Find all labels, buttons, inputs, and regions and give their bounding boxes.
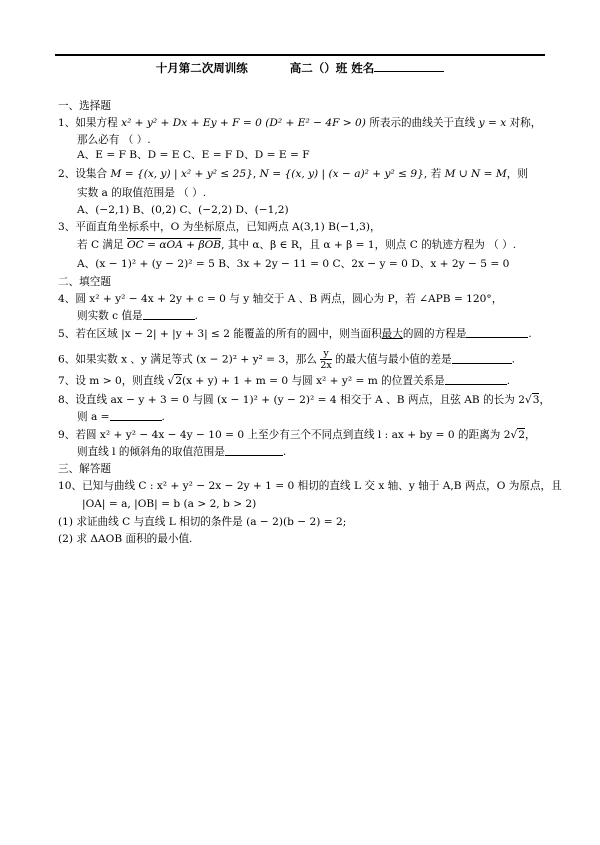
- header-rule: [55, 54, 545, 56]
- q6-dot: .: [511, 353, 515, 366]
- q8-answer-blank[interactable]: [110, 410, 162, 421]
- name-label: 姓名: [351, 61, 375, 75]
- q3-options: A、(x − 1)² + (y − 2)² = 5 B、3x + 2y − 11 = 0 C、2x − y = 0 D、x + 2y − 5 = 0: [77, 258, 510, 270]
- q5-answer-blank[interactable]: [466, 327, 528, 338]
- question-3: [58, 220, 381, 234]
- q8-number: 8、: [58, 394, 76, 406]
- q8-text-b: ，: [539, 394, 551, 406]
- q2-options: A、(−2,1) B、(0,2) C、(−2,2) D、(−1,2): [77, 204, 289, 216]
- q5-emphasis: 最大: [381, 328, 403, 340]
- q1-number: 1、: [58, 117, 76, 129]
- q8-sqrt: 3: [532, 394, 540, 406]
- q9-text-b: ，: [525, 429, 536, 441]
- q5-text-b: 的圆的方程是: [402, 328, 467, 340]
- class-label: 高二（）班: [289, 61, 348, 75]
- q1-text-b: 所表示的曲线关于直线: [369, 117, 476, 129]
- question-6: [58, 348, 515, 371]
- q8-line2: [77, 410, 165, 424]
- q7-answer-blank[interactable]: [445, 374, 507, 385]
- question-10: [58, 479, 562, 493]
- q9-line2-text: 则直线 l 的倾斜角的取值范围是: [77, 446, 225, 458]
- q6-number: 6、: [58, 353, 76, 366]
- q6-fraction-denominator: 2x: [320, 360, 332, 371]
- q10-number: 10、: [58, 480, 83, 492]
- section-answer-heading: 三、解答题: [58, 463, 111, 475]
- q3-vector-equation: OC = αOA + βOB: [127, 239, 222, 251]
- q2-text-c: ，则: [506, 168, 528, 180]
- q2-text-b: 若: [430, 168, 442, 180]
- q6-fraction: [320, 348, 331, 371]
- q3-line2-a: 若 C 满足: [77, 239, 124, 251]
- q7-text-b: (x + y) + 1 + m = 0 与圆 x² + y² = m 的位置关系是: [181, 375, 445, 387]
- q9-line2: [77, 445, 286, 459]
- page-title: 十月第二次周训练: [155, 61, 248, 75]
- q10-part2: (2) 求 ΔAOB 面积的最小值.: [58, 533, 193, 545]
- q3-line2-b: , 其中 α、β ∈ R，且 α + β = 1，则点 C 的轨迹方程为 （ ）.: [221, 239, 517, 251]
- q8-dot: .: [161, 411, 165, 423]
- q4-line2: [77, 309, 198, 323]
- q5-number: 5、: [58, 328, 76, 340]
- q9-answer-blank[interactable]: [225, 445, 283, 456]
- q2-set-n: N = {(x, y) | (x − a)² + y² ≤ 9}: [259, 168, 424, 180]
- q4-text: 圆 x² + y² − 4x + 2y + c = 0 与 y 轴交于 A 、B 两点，圆心为 P，若 ∠APB = 120°，: [75, 293, 503, 305]
- q1-text-c: 对称，: [509, 117, 542, 129]
- q9-dot: .: [282, 446, 287, 458]
- q1-options: A、E = F B、D = E C、E = F D、D = E = F: [77, 149, 310, 161]
- q7-sqrt: 2: [175, 375, 182, 387]
- question-8: 8、设直线 ax − y + 3 = 0 与圆 (x − 1)² + (y − 2)² = 4 相交于 A 、B 两点，且弦 AB 的长为 2√3，: [58, 394, 551, 406]
- q5-text-a: 若在区域 |x − 2| + |y + 3| ≤ 2 能覆盖的所有的圆中，则当面积: [75, 328, 382, 340]
- section-fill-heading: 二、填空题: [58, 276, 111, 288]
- q2-number: 2、: [58, 168, 76, 180]
- q7-dot: .: [506, 375, 511, 387]
- q10-part1: (1) 求证曲线 C 与直线 L 相切的条件是 (a − 2)(b − 2) = 2;: [58, 516, 347, 528]
- q9-text-a: 若圆 x² + y² − 4x − 4y − 10 = 0 上至少有三个不同点到直线 l : ax + by = 0 的距离为 2: [75, 429, 511, 441]
- q7-number: 7、: [58, 375, 76, 387]
- q1-line-equation: y = x: [478, 117, 507, 129]
- q2-condition: M ∪ N = M: [444, 168, 507, 180]
- q9-number: 9、: [58, 429, 76, 441]
- name-blank[interactable]: [374, 71, 444, 72]
- q10-line2: |OA| = a, |OB| = b (a > 2, b > 2): [82, 498, 257, 510]
- q1-line2: 那么必有 （ ）.: [77, 134, 151, 146]
- question-9: 9、若圆 x² + y² − 4x − 4y − 10 = 0 上至少有三个不同点到直线 l : ax + by = 0 的距离为 2√2，: [58, 429, 536, 441]
- q6-text-b: 的最大值与最小值的差是: [335, 353, 452, 366]
- q4-answer-blank[interactable]: [143, 309, 195, 320]
- q4-dot: .: [194, 310, 199, 322]
- q1-equation: x² + y² + Dx + Ey + F = 0 (D² + E² − 4F > 0): [121, 117, 366, 129]
- q4-line2-text: 则实数 c 值是: [77, 310, 143, 322]
- section-choice-heading: 一、选择题: [58, 100, 111, 112]
- q3-text-a: 平面直角坐标系中，O 为坐标原点，已知两点 A(3,1) B(−1,3)，: [75, 221, 381, 233]
- q6-answer-blank[interactable]: [452, 353, 512, 364]
- question-5: [58, 327, 532, 341]
- q3-line2: [77, 238, 516, 252]
- question-7: 7、设 m > 0，则直线 √2(x + y) + 1 + m = 0 与圆 x² + y² = m 的位置关系是 .: [58, 375, 511, 387]
- q2-text-a: 设集合: [75, 168, 108, 180]
- q5-dot: .: [528, 328, 532, 340]
- q6-text-a: 如果实数 x 、y 满足等式 (x − 2)² + y² = 3，那么: [75, 353, 317, 366]
- q2-set-m: M = {(x, y) | x² + y² ≤ 25}: [110, 168, 253, 180]
- q8-line2-text: 则 a =: [77, 411, 110, 423]
- question-2: 2、设集合 M = {(x, y) | x² + y² ≤ 25}, N = {(x, y) | (x − a)² + y² ≤ 9}, 若 M ∪ N = M，则: [58, 168, 528, 180]
- question-1: [58, 116, 541, 130]
- q4-number: 4、: [58, 293, 76, 305]
- q8-text-a: 设直线 ax − y + 3 = 0 与圆 (x − 1)² + (y − 2)² = 4 相交于 A 、B 两点，且弦 AB 的长为 2: [75, 394, 525, 406]
- q9-sqrt: 2: [518, 429, 526, 441]
- q1-text-a: 如果方程: [75, 117, 118, 129]
- question-4: [58, 292, 502, 306]
- q2-line2: 实数 a 的取值范围是 （ ）.: [77, 187, 207, 199]
- q7-text-a: 设 m > 0，则直线: [75, 375, 165, 387]
- q6-fraction-numerator: y: [320, 348, 331, 360]
- q10-text: 已知与曲线 C : x² + y² − 2x − 2y + 1 = 0 相切的直线 L 交 x 轴、y 轴于 A,B 两点，O 为原点，且: [82, 480, 562, 492]
- page-header: [0, 60, 600, 76]
- q3-number: 3、: [58, 221, 76, 233]
